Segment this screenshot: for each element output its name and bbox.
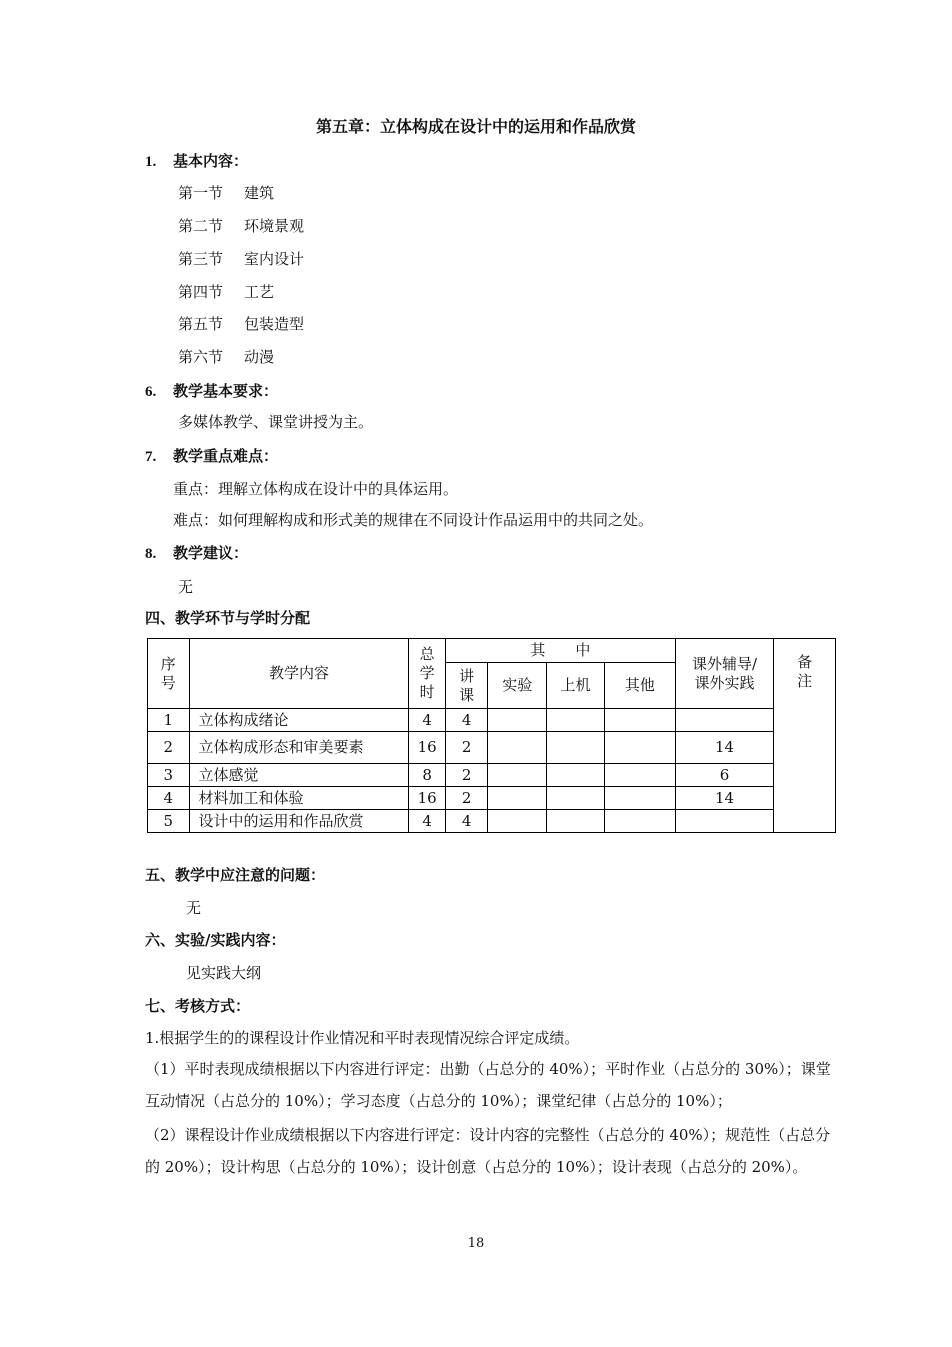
cell-lecture: 4 <box>445 709 488 732</box>
section-title: 教学重点难点： <box>173 447 279 465</box>
section-number: 6. <box>145 384 157 400</box>
section-title: 基本内容： <box>173 152 249 170</box>
header-note: 备 注 <box>774 639 836 833</box>
cell-computer <box>547 709 605 732</box>
header-content: 教学内容 <box>189 639 409 709</box>
subsection-label: 第二节 <box>178 217 224 235</box>
cell-extra: 6 <box>675 764 773 787</box>
subsection-1 <box>178 182 274 203</box>
section-5-text: 无 <box>186 899 202 917</box>
subsection-label: 第五节 <box>178 315 224 333</box>
section-6-text: 见实践大纲 <box>186 964 262 982</box>
section-requirements-heading <box>145 380 278 401</box>
cell-total: 16 <box>409 787 445 810</box>
cell-lecture: 4 <box>445 810 488 833</box>
cell-other <box>604 732 675 764</box>
table-row <box>148 732 836 764</box>
cell-extra: 14 <box>675 787 773 810</box>
section-7-heading: 七、考核方式： <box>145 997 251 1015</box>
subsection-name: 室内设计 <box>244 250 305 268</box>
table-row <box>148 787 836 810</box>
cell-computer <box>547 732 605 764</box>
cell-experiment <box>488 732 547 764</box>
section-title: 教学基本要求： <box>173 382 279 400</box>
cell-seq: 4 <box>148 787 190 810</box>
subsection-6 <box>178 346 274 367</box>
page-number: 18 <box>467 1236 485 1251</box>
cell-seq: 1 <box>148 709 190 732</box>
subsection-label: 第三节 <box>178 250 224 268</box>
cell-content: 材料加工和体验 <box>189 787 409 810</box>
cell-lecture: 2 <box>445 732 488 764</box>
header-lecture: 讲 课 <box>445 663 488 709</box>
cell-experiment <box>488 787 547 810</box>
section-4-heading: 四、教学环节与学时分配 <box>145 609 311 627</box>
chapter-title: 第五章：立体构成在设计中的运用和作品欣赏 <box>315 117 636 136</box>
hours-allocation-table <box>147 638 836 833</box>
requirements-text: 多媒体教学、课堂讲授为主。 <box>178 413 374 431</box>
section-title: 教学建议： <box>173 544 249 562</box>
subsection-name: 包装造型 <box>244 315 305 333</box>
header-among: 其 中 <box>445 639 675 663</box>
section-6-heading: 六、实验/实践内容： <box>145 931 286 949</box>
subsection-2 <box>178 215 304 236</box>
cell-extra <box>675 709 773 732</box>
assessment-paragraph-3: （2）课程设计作业成绩根据以下内容进行评定：设计内容的完整性（占总分的 40%）；规范性（占总分的 20%）；设计构思（占总分的 10%）；设计创意（占总分的 10%）；设计表现（占总分的 20%）。 <box>145 1126 831 1176</box>
assessment-paragraph-1: 1.根据学生的的课程设计作业情况和平时表现情况综合评定成绩。 <box>145 1029 580 1047</box>
header-other: 其他 <box>604 663 675 709</box>
subsection-4 <box>178 281 274 302</box>
header-total-hours: 总 学 时 <box>409 639 445 709</box>
difficulty-text: 难点：如何理解构成和形式美的规律在不同设计作品运用中的共同之处。 <box>173 511 654 529</box>
cell-content: 立体构成形态和审美要素 <box>189 732 409 764</box>
cell-total: 16 <box>409 732 445 764</box>
subsection-name: 建筑 <box>244 184 275 202</box>
cell-content: 立体感觉 <box>189 764 409 787</box>
cell-experiment <box>488 764 547 787</box>
cell-seq: 5 <box>148 810 190 833</box>
cell-total: 8 <box>409 764 445 787</box>
section-basic-heading <box>145 150 248 171</box>
section-key-points-heading <box>145 445 278 466</box>
cell-computer <box>547 764 605 787</box>
suggestion-text: 无 <box>178 578 194 596</box>
cell-total: 4 <box>409 709 445 732</box>
table-header-row <box>148 639 836 663</box>
header-seq: 序 号 <box>148 639 190 709</box>
key-point-text: 重点：理解立体构成在设计中的具体运用。 <box>173 480 459 498</box>
subsection-label: 第一节 <box>178 184 224 202</box>
table-row <box>148 709 836 732</box>
section-number: 8. <box>145 546 157 562</box>
cell-extra <box>675 810 773 833</box>
cell-computer <box>547 810 605 833</box>
cell-other <box>604 787 675 810</box>
cell-other <box>604 764 675 787</box>
section-suggestions-heading <box>145 542 248 563</box>
section-number: 7. <box>145 449 157 465</box>
cell-seq: 3 <box>148 764 190 787</box>
table-row <box>148 810 836 833</box>
section-5-heading: 五、教学中应注意的问题： <box>145 866 326 884</box>
cell-experiment <box>488 810 547 833</box>
cell-other <box>604 810 675 833</box>
header-experiment: 实验 <box>488 663 547 709</box>
section-number: 1. <box>145 154 157 170</box>
cell-content: 设计中的运用和作品欣赏 <box>189 810 409 833</box>
assessment-paragraph-2: （1）平时表现成绩根据以下内容进行评定：出勤（占总分的 40%）；平时作业（占总分的 30%）；课堂互动情况（占总分的 10%）；学习态度（占总分的 10%）；课堂纪律（占总分的 10%）； <box>145 1060 831 1110</box>
table-row <box>148 764 836 787</box>
cell-seq: 2 <box>148 732 190 764</box>
subsection-label: 第六节 <box>178 348 224 366</box>
header-extra: 课外辅导/ 课外实践 <box>675 639 773 709</box>
subsection-5 <box>178 313 304 334</box>
cell-lecture: 2 <box>445 787 488 810</box>
cell-experiment <box>488 709 547 732</box>
cell-computer <box>547 787 605 810</box>
subsection-name: 环境景观 <box>244 217 305 235</box>
cell-extra: 14 <box>675 732 773 764</box>
subsection-3 <box>178 248 304 269</box>
header-computer: 上机 <box>547 663 605 709</box>
cell-lecture: 2 <box>445 764 488 787</box>
subsection-label: 第四节 <box>178 283 224 301</box>
cell-content: 立体构成绪论 <box>189 709 409 732</box>
cell-total: 4 <box>409 810 445 833</box>
subsection-name: 工艺 <box>244 283 275 301</box>
cell-other <box>604 709 675 732</box>
subsection-name: 动漫 <box>244 348 275 366</box>
